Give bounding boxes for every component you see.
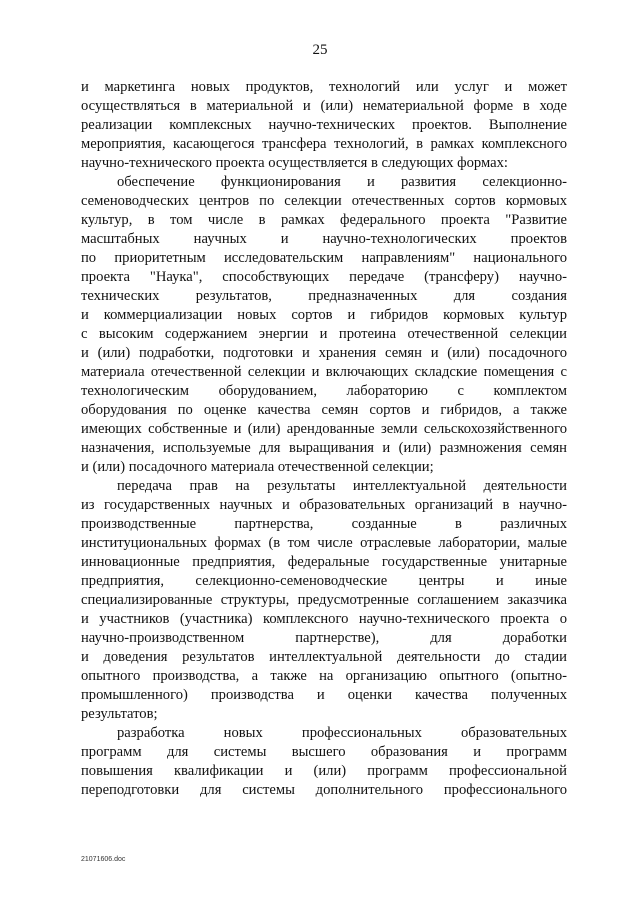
text-line: передача прав на результаты интеллектуальной деятельности [117,478,567,494]
text-line: научно-технического проекта осуществляется в следующих формах: [81,155,508,171]
text-line: мероприятия, касающегося трансфера технологий, в рамках комплексного [81,136,567,152]
text-line: и участников (участника) комплексного научно-технического проекта о [81,611,567,627]
text-line: повышения квалификации и (или) программ профессиональной [81,763,567,779]
text-line: институциональных формах (в том числе отраслевые лаборатории, малые [81,535,567,551]
text-line: предприятия, селекционно-семеноводческие центры и иные [81,573,567,589]
text-line: технических результатов, предназначенных для создания [81,288,567,304]
paragraph-1 [81,78,567,173]
text-line: и (или) подработки, подготовки и хранения семян и (или) посадочного [81,345,567,361]
text-line: имеющих собственные и (или) арендованные земли сельскохозяйственного [81,421,567,437]
text-line: производственные партнерства, созданные в различных [81,516,567,532]
text-line: результатов; [81,706,158,722]
text-line: оборудования по оценке качества семян сортов и гибридов, а также [81,402,567,418]
text-line: проекта "Наука", способствующих передаче (трансферу) научно- [81,269,567,285]
text-line: масштабных научных и научно-технологических проектов [81,231,567,247]
file-name-footer: 21071606.doc [81,856,126,863]
text-line: программ для системы высшего образования и программ [81,744,567,760]
text-line: технологическим оборудованием, лабораторию с комплектом [81,383,567,399]
text-line: и (или) посадочного материала отечественной селекции; [81,459,434,475]
text-line: осуществляться в материальной и (или) нематериальной форме в ходе [81,98,567,114]
text-line: по приоритетным исследовательским направлениям" национального [81,250,567,266]
paragraph-3 [81,477,567,724]
text-line: культур, в том числе в рамках федерального проекта "Развитие [81,212,567,228]
document-body [81,78,567,800]
text-line: семеноводческих центров по селекции отечественных сортов кормовых [81,193,567,209]
text-line: из государственных научных и образовательных организаций в научно- [81,497,567,513]
paragraph-4 [81,724,567,800]
text-line: промышленного) производства и оценки качества полученных [81,687,567,703]
text-line: специализированные структуры, предусмотренные соглашением заказчика [81,592,567,608]
page-number: 25 [312,42,328,58]
text-line: материала отечественной селекции и включающих складские помещения с [81,364,567,380]
paragraph-2 [81,173,567,477]
text-line: и маркетинга новых продуктов, технологий или услуг и может [81,79,567,95]
text-line: реализации комплексных научно-технических проектов. Выполнение [81,117,567,133]
text-line: с высоким содержанием энергии и протеина отечественной селекции [81,326,567,342]
text-line: инновационные предприятия, федеральные государственные унитарные [81,554,567,570]
text-line: обеспечение функционирования и развития селекционно- [117,174,567,190]
text-line: переподготовки для системы дополнительного профессионального [81,782,567,798]
text-line: назначения, используемые для выращивания и (или) размножения семян [81,440,567,456]
text-line: научно-производственном партнерстве), для доработки [81,630,567,646]
text-line: и коммерциализации новых сортов и гибридов кормовых культур [81,307,567,323]
text-line: разработка новых профессиональных образовательных [117,725,567,741]
text-line: и доведения результатов интеллектуальной деятельности до стадии [81,649,567,665]
text-line: опытного производства, а также на организацию опытного (опытно- [81,668,567,684]
